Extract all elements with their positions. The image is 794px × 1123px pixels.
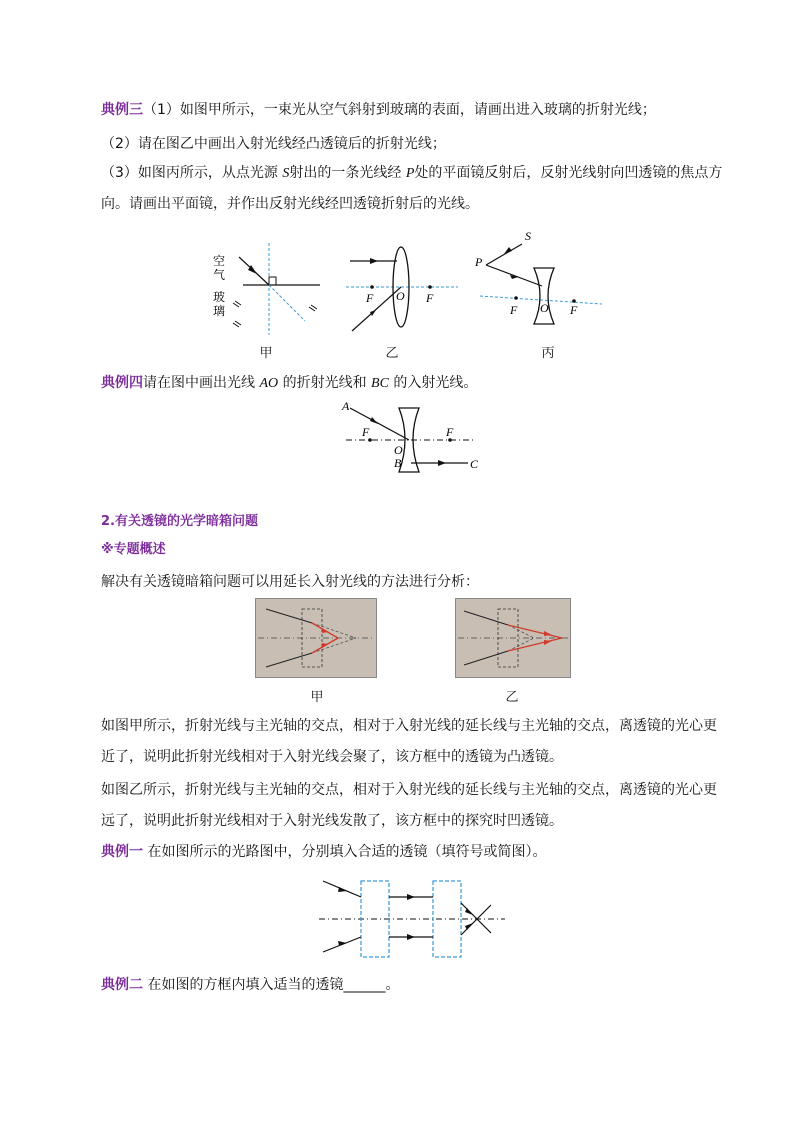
ex4-line (101, 373, 477, 394)
para2-line1: 如图乙所示，折射光线与主光轴的交点，相对于入射光线的延长线与主光轴的交点，离透镜的光心更 (101, 782, 717, 798)
figure-bing-concave-lens (470, 224, 610, 330)
figure-ex4-concave-lens (338, 396, 488, 478)
ray-mid-bottom-arrow (407, 934, 415, 940)
ex1-line (101, 842, 546, 862)
section-heading: 2.有关透镜的光学暗箱问题 (101, 514, 258, 529)
glass-hatching (233, 301, 317, 327)
label-f-left: F (510, 303, 518, 317)
ex4-text-c: 的入射光线。 (388, 375, 478, 391)
ex2-tag: 典例二 (101, 977, 143, 993)
ex2-text: 在如图的方框内填入适当的透镜 (143, 977, 344, 993)
ray-in-top-arrow (338, 887, 347, 892)
ray-mid-top-arrow (407, 894, 415, 900)
label-s: S (525, 229, 531, 243)
ex4-text-b: 的折射光线和 (278, 375, 372, 391)
label-f-left: F (366, 291, 374, 305)
ex4-ao: AO (259, 376, 279, 391)
figure-jia-refraction (205, 235, 330, 340)
caption-bing: 丙 (541, 346, 555, 361)
ex3-line3 (101, 163, 722, 184)
figure-ex1-black-boxes (315, 876, 510, 960)
ray-ao-arrow (370, 417, 378, 424)
ex3-line3-c: 处的平面镜反射后，反射光线射向凹透镜的焦点方 (414, 165, 723, 181)
label-a: A (342, 399, 350, 413)
section-intro: 解决有关透镜暗箱问题可以用延长入射光线的方法进行分析： (101, 574, 479, 590)
ex4-bc: BC (371, 376, 389, 391)
concave-lens (534, 268, 554, 324)
ray-out-top (461, 903, 491, 933)
section-overview: ※专题概述 (101, 542, 166, 557)
ex3-line1 (101, 100, 656, 120)
figure-yi-convex-lens (342, 245, 462, 337)
ex2-end: 。 (385, 977, 400, 993)
focus-right-dot (428, 285, 432, 289)
para1-line1: 如图甲所示，折射光线与主光轴的交点，相对于入射光线的延长线与主光轴的交点，离透镜的光心更 (101, 718, 717, 734)
ex3-line2: （2）请在图乙中画出入射光线经凸透镜后的折射光线； (101, 136, 446, 152)
incident-arrow (504, 247, 512, 254)
ex4-tag: 典例四 (101, 375, 143, 391)
label-f-left: F (362, 425, 370, 439)
ex3-line4: 向。请画出平面镜，并作出反射光线经凹透镜折射后的光线。 (101, 196, 479, 212)
label-o: O (396, 289, 405, 303)
label-qi: 气 (213, 268, 226, 282)
label-f-right: F (570, 303, 578, 317)
right-angle-mark (269, 277, 276, 285)
ex1-text: 在如图所示的光路图中，分别填入合适的透镜（填符号或简图）。 (143, 844, 547, 860)
reflected-dashed (269, 285, 305, 321)
ex4-text-a: 请在图中画出光线 (143, 375, 260, 391)
incident-ray-from-s (486, 244, 522, 265)
caption-yi: 乙 (385, 346, 399, 361)
label-f-right: F (426, 291, 434, 305)
label-o: O (540, 301, 549, 315)
label-f-right: F (446, 425, 454, 439)
focus-left-dot (514, 296, 518, 300)
ex3-p-symbol: P (405, 166, 415, 181)
ray-out-bottom-arrow (465, 923, 473, 930)
ex2-line (101, 975, 399, 995)
photo-caption-jia: 甲 (310, 690, 324, 705)
ex3-line3-b: 射出的一条光线经 (289, 165, 406, 181)
ex1-tag: 典例一 (101, 844, 143, 860)
para1-line2: 近了，说明此折射光线相对于入射光线会聚了，该方框中的透镜为凸透镜。 (101, 749, 563, 765)
ray-bc-arrow (438, 460, 446, 466)
label-li: 璃 (213, 304, 226, 318)
para2-line2: 远了，说明此折射光线相对于入射光线发散了，该方框中的探究时凹透镜。 (101, 813, 563, 829)
ex2-blank[interactable]: ______ (343, 977, 386, 993)
ex3-s-symbol: S (282, 166, 290, 181)
label-p: P (475, 255, 483, 269)
ex3-line3-a: （3）如图丙所示，从点光源 (101, 165, 283, 181)
center-arrow (370, 310, 376, 316)
focus-left-dot (370, 285, 374, 289)
label-c: C (470, 457, 479, 471)
ray-out-bottom (461, 905, 491, 935)
label-bo: 玻 (213, 290, 226, 304)
ray-out-top-arrow (465, 908, 473, 915)
label-o: O (394, 443, 403, 457)
parallel-arrow (370, 258, 378, 264)
ex3-line1-text: （1）如图甲所示，一束光从空气斜射到玻璃的表面，请画出进入玻璃的折射光线； (143, 102, 656, 118)
ray-in-bottom-arrow (338, 941, 347, 946)
photo-caption-yi: 乙 (505, 690, 519, 705)
photo-yi-concave (455, 598, 571, 678)
label-kong: 空 (213, 254, 226, 268)
label-b: B (394, 456, 402, 470)
photo-jia-convex (255, 598, 377, 678)
caption-jia: 甲 (259, 346, 273, 361)
ex3-tag: 典例三 (101, 102, 143, 118)
